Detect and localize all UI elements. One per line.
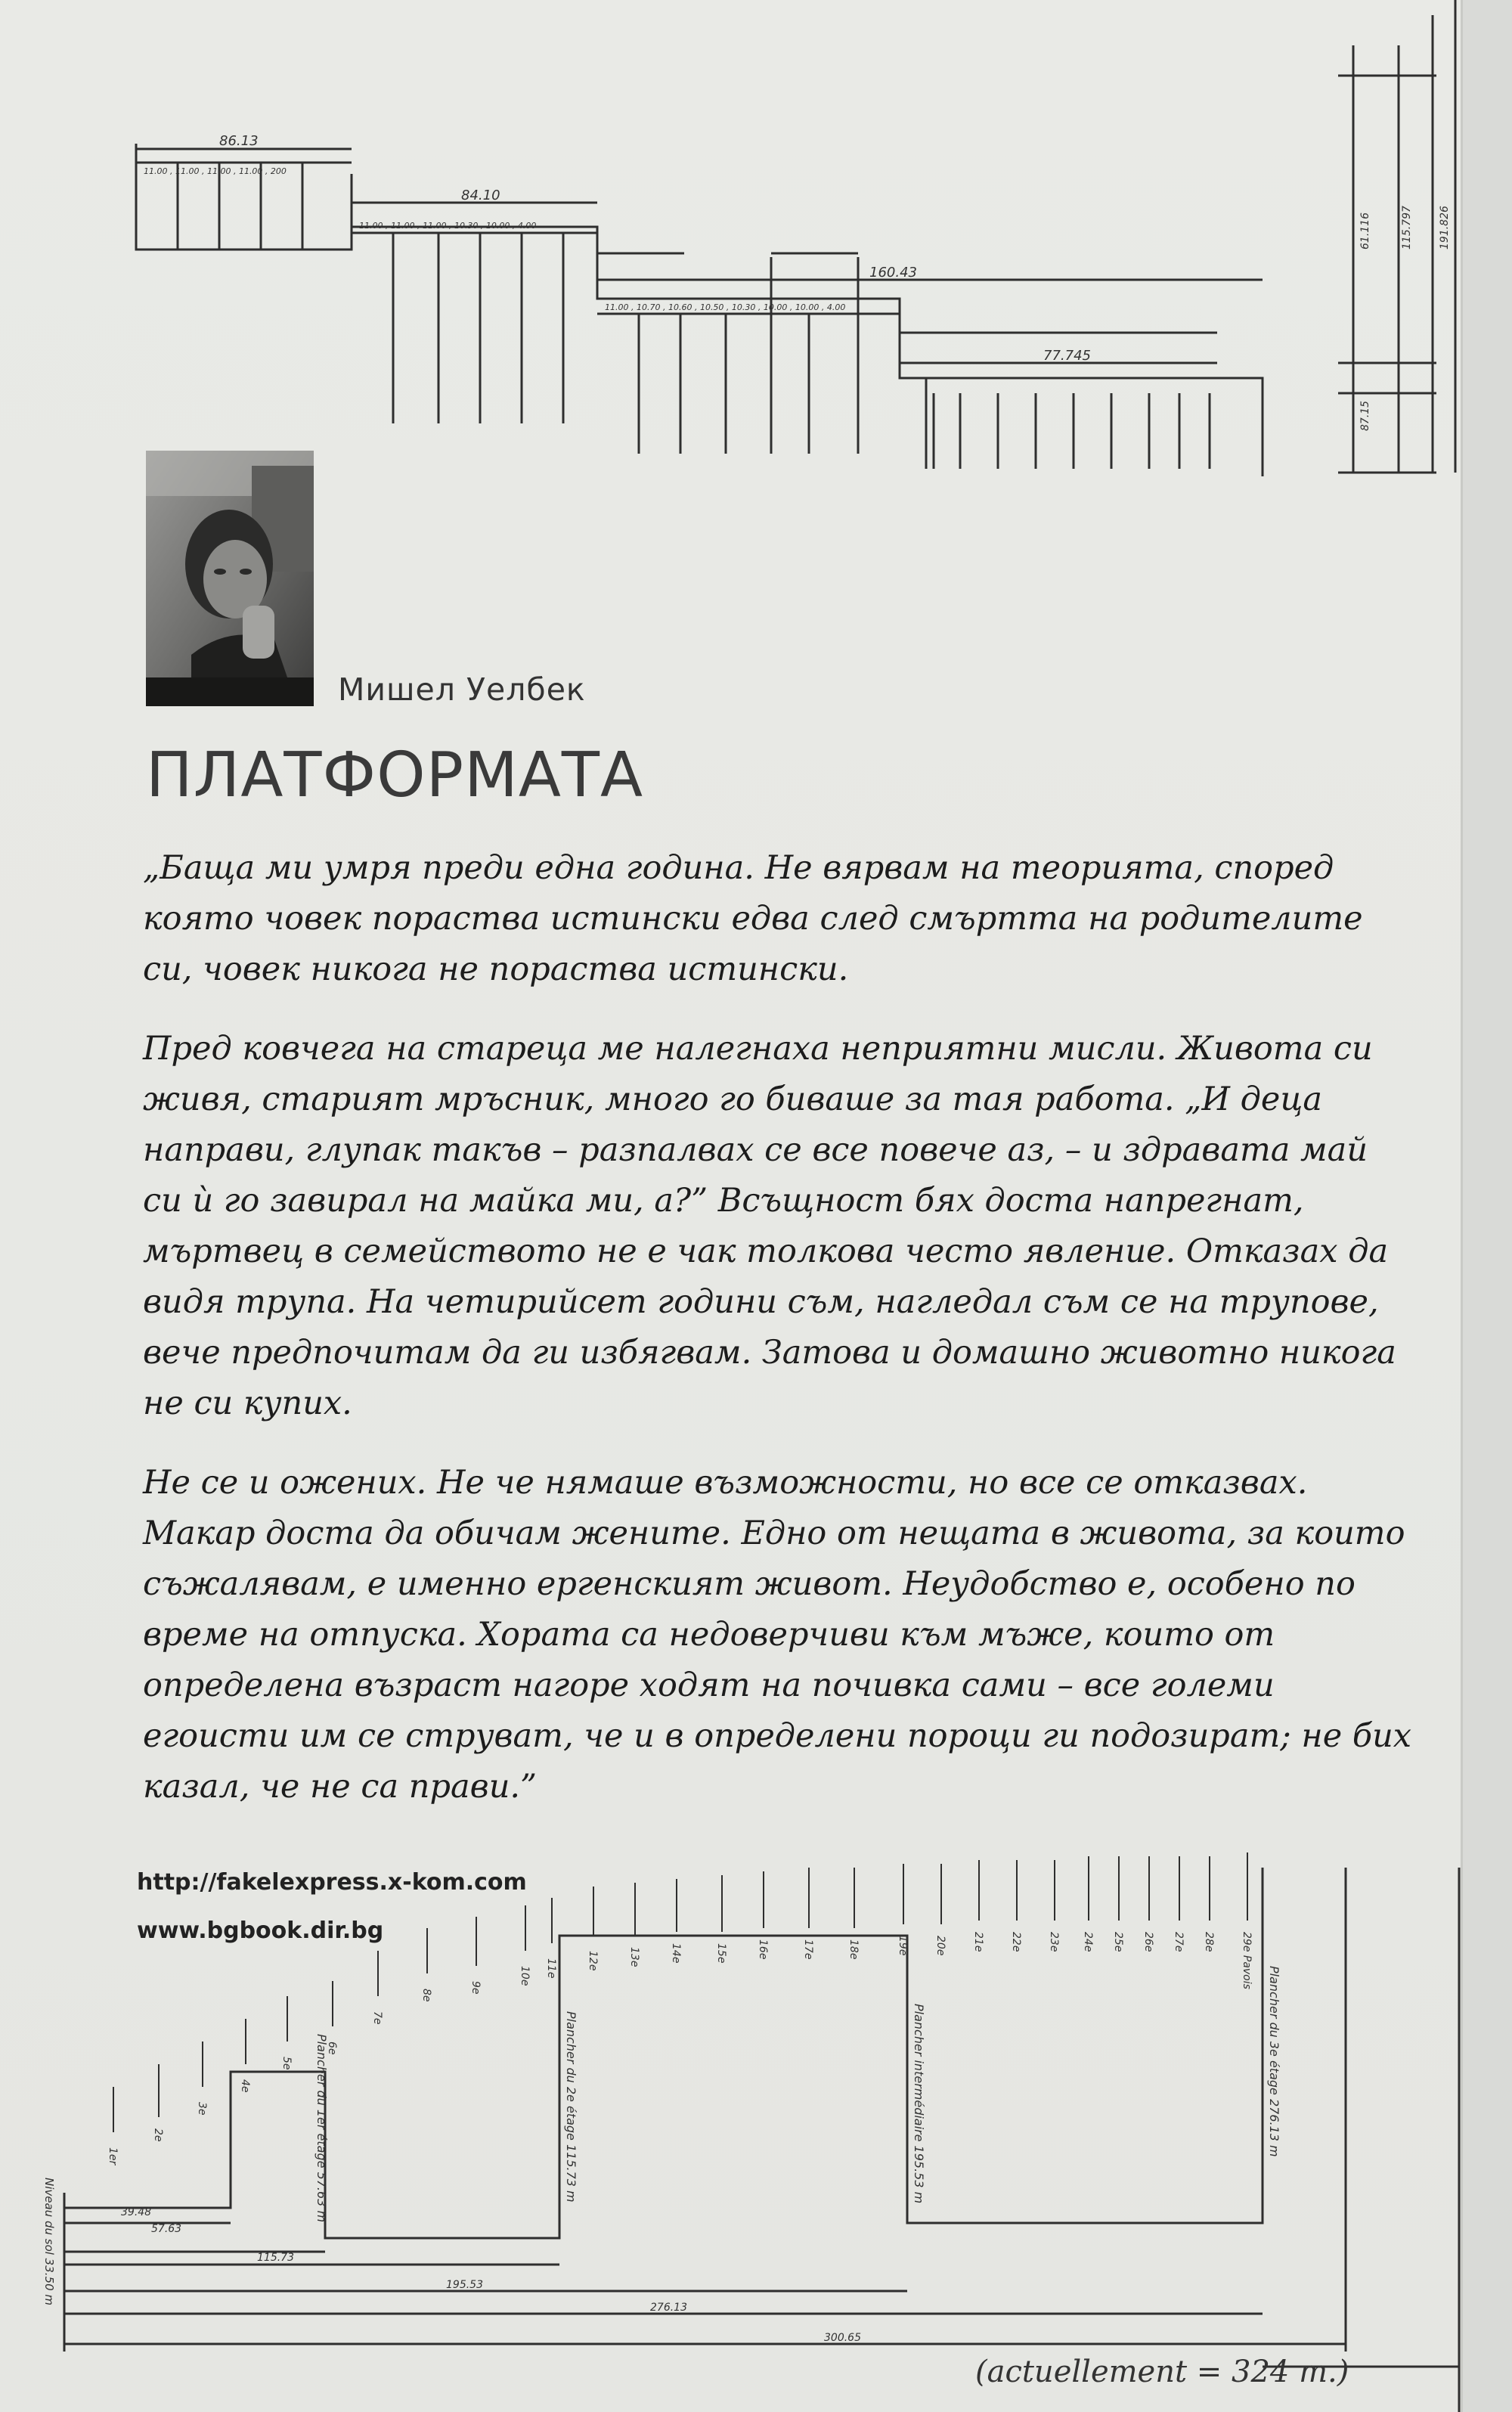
level-label: 4e [239,2079,251,2093]
level-label: 22e [1010,1932,1022,1952]
level-label: 1er [107,2147,119,2166]
website-link-1[interactable]: http://fakelexpress.x-kom.com [137,1869,527,1896]
top-dim-4: 77.745 [1043,348,1091,364]
author-photo [146,451,314,706]
level-label: 3e [196,2102,208,2116]
website-link-2[interactable]: www.bgbook.dir.bg [137,1918,384,1944]
level-label: 2e [152,2128,164,2142]
level-label: 7e [371,2011,383,2025]
top-dim-1: 86.13 [219,133,259,149]
level-label: 20e [934,1936,947,1956]
top-dim-2: 84.10 [461,188,500,203]
level-label: 16e [757,1939,769,1960]
level-label: 19e [897,1936,909,1956]
level-label: 12e [587,1951,599,1971]
bottom-plancher-3: Plancher intermédiaire 195.53 m [912,2004,926,2204]
top-right-3: 191.826 [1439,206,1451,250]
level-label: 15e [715,1943,727,1964]
bottom-dim-3: 195.53 [446,2279,483,2291]
bottom-plancher-1: Plancher du 1er étage 57.63 m [314,2034,329,2223]
excerpt-paragraph: Пред ковчега на стареца ме налегнаха неприятни мисли. Живота си живя, старият мръсник, много го биваше за тая работа. „И деца направи, глупак такъв – разпалвах се все повече аз, – и здравата май си ѝ го завирал на майка ми, а?” Всъщност бях доста напрегнат, мъртвец в семейството не е чак толкова често явление. Отказах да видя трупа. На четирийсет години съм, нагледал съм се на трупове, вече предпочитам да ги избягвам. Затова и домашно животно никога не си купих. [143,1030,1396,1422]
top-seg-3: 11.00 , 10.70 , 10.60 , 10.50 , 10.30 , 10.00 , 10.00 , 4.00 [605,302,846,312]
top-seg-2: 11.00 , 11.00 , 11.00 , 10.30 , 10.00 , 4.00 [359,221,537,231]
level-label: 29e Pavois [1241,1932,1253,1989]
level-label: 27e [1173,1932,1185,1952]
level-label: 26e [1142,1932,1154,1952]
book-title: ПЛАТФОРМАТА [146,739,644,811]
publisher-links [137,1859,527,1955]
level-label: 5e [280,2057,293,2070]
handwritten-note: (actuellement = 324 m.) [975,2355,1349,2389]
excerpt [143,843,1413,1841]
level-label: 24e [1082,1932,1094,1952]
level-label: 23e [1048,1932,1060,1952]
top-right-2: 115.797 [1401,206,1413,250]
excerpt-paragraph: „Баща ми умря преди една година. Не вярвам на теорията, според която човек пораства истински едва след смъртта на родителите си, човек никога не пораства истински. [143,849,1363,988]
level-label: 9e [469,1981,482,1995]
level-label: 18e [847,1939,860,1960]
bottom-dim-6: 39.48 [121,2206,152,2218]
level-label: 14e [670,1943,682,1964]
bottom-plancher-4: Plancher du 3e étage 276.13 m [1267,1966,1281,2157]
level-label: 21e [972,1932,984,1952]
excerpt-paragraph: Не се и ожених. Не че нямаше възможности, но все се отказвах. Макар доста да обичам жените. Едно от нещата в живота, за които съжалявам, е именно ергенският живот. Неудобство е, особено по време на отпуска. Хората са недоверчиви към мъже, които от определена възраст нагоре ходят на почивка сами – все големи егоисти им се струват, че и в определени пороци ги подозират; не бих казал, че не са прави.” [143,1464,1412,1806]
bottom-dim-4: 276.13 [650,2302,687,2314]
level-label: 8e [420,1989,432,2002]
level-label: 28e [1203,1932,1215,1952]
level-label: 25e [1112,1932,1124,1952]
author-portrait-image [146,451,314,706]
bottom-dim-2: 115.73 [257,2252,294,2264]
level-label: 10e [519,1966,531,1986]
level-label: 11e [545,1958,557,1979]
level-label: 13e [628,1947,640,1967]
bottom-dim-1: 57.63 [151,2223,182,2235]
bottom-left-note: Niveau du sol 33.50 m [42,2178,56,2306]
level-label: 17e [802,1939,814,1960]
author-name: Мишел Уелбек [338,671,586,708]
bottom-plancher-2: Plancher du 2e étage 115.73 m [564,2011,578,2203]
level-label: 6e [326,2042,338,2055]
top-right-1: 61.116 [1359,212,1371,250]
top-seg-1: 11.00 , 11.00 , 11.00 , 11.00 , 200 [144,166,287,176]
bottom-dim-5: 300.65 [824,2332,861,2344]
top-right-4: 87.15 [1359,400,1371,431]
top-dim-3: 160.43 [869,265,917,281]
